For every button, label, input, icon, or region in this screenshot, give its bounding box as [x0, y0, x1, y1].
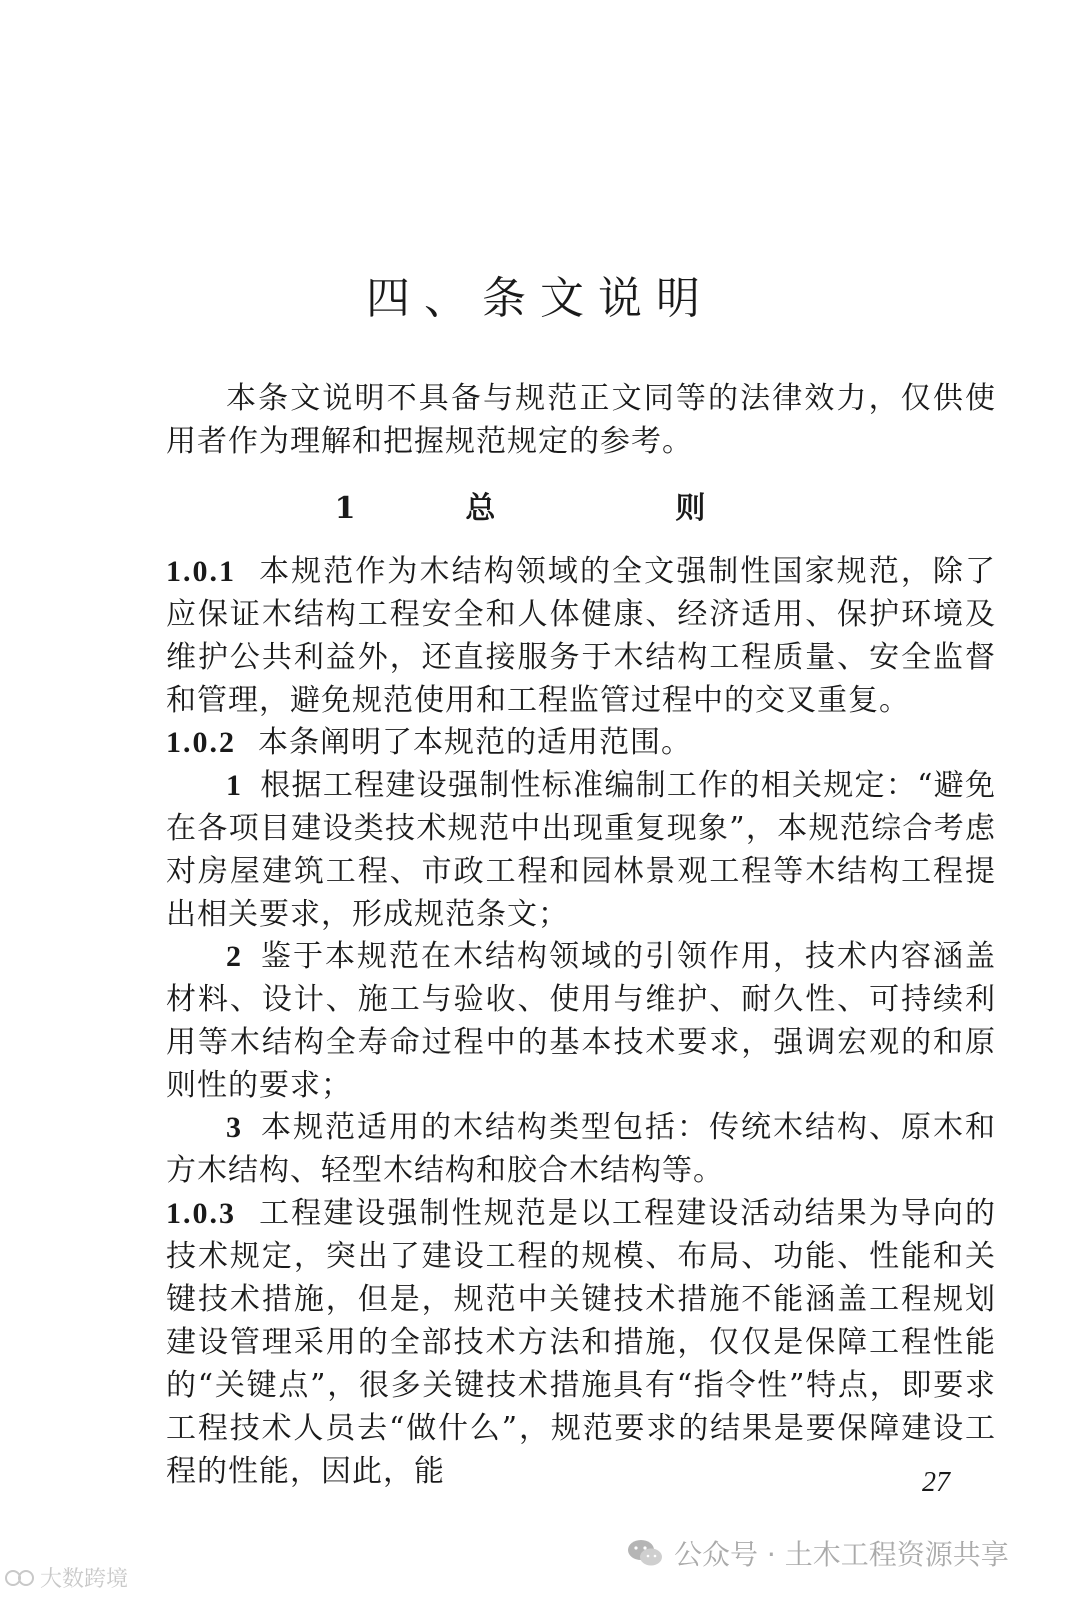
clause-item-3 [166, 1106, 996, 1192]
clause-number: 1.0.2 [166, 726, 236, 759]
clause-number: 1.0.3 [166, 1197, 236, 1230]
clause-1-0-1 [166, 550, 996, 722]
watermark-right-text: 公众号 · 土木工程资源共享 [674, 1538, 1009, 1571]
watermark-left-text: 大数跨境 [40, 1567, 129, 1592]
item-number: 2 [226, 940, 242, 973]
clause-number: 1.0.1 [166, 555, 236, 588]
page-number: 27 [922, 1467, 950, 1498]
clause-item-2 [166, 935, 996, 1107]
page-title: 四、条文说明 [366, 273, 714, 324]
item-text: 鉴于本规范在木结构领域的引领作用，技术内容涵盖材料、设计、施工与验收、使用与维护、耐久性、可持续利用等木结构全寿命过程中的基本技术要求，强调宏观的和原则性的要求； [166, 939, 996, 1103]
intro-paragraph: 本条文说明不具备与规范正文同等的法律效力，仅供使用者作为理解和把握规范规定的参考。 [166, 381, 996, 459]
wechat-icon [626, 1538, 664, 1568]
brand-logo-icon [4, 1567, 38, 1589]
clause-1-0-3 [166, 1192, 996, 1493]
clause-text: 本规范作为木结构领域的全文强制性国家规范，除了应保证木结构工程安全和人体健康、经济适用、保护环境及维护公共利益外，还直接服务于木结构工程质量、安全监督和管理，避免规范使用和工程监管过程中的交叉重复。 [166, 554, 996, 718]
item-text: 根据工程建设强制性标准编制工作的相关规定：“避免在各项目建设类技术规范中出现重复现象”，本规范综合考虑对房屋建筑工程、市政工程和园林景观工程等木结构工程提出相关要求，形成规范条文； [166, 768, 996, 932]
clause-item-1 [166, 764, 996, 936]
clause-text: 工程建设强制性规范是以工程建设活动结果为导向的技术规定，突出了建设工程的规模、布局、功能、性能和关键技术措施，但是，规范中关键技术措施不能涵盖工程规划建设管理采用的全部技术方法和措施，仅仅是保障工程性能的“关键点”，很多关键技术措施具有“指令性”特点，即要求工程技术人员去“做什么”，规范要求的结果是要保障建设工程的性能，因此，能 [166, 1196, 996, 1489]
item-text: 本规范适用的木结构类型包括：传统木结构、原木和方木结构、轻型木结构和胶合木结构等。 [166, 1110, 996, 1188]
item-number: 1 [226, 769, 242, 802]
clause-text: 本条阐明了本规范的适用范围。 [258, 725, 692, 760]
clause-1-0-2 [166, 721, 996, 764]
watermark-left [4, 1562, 128, 1593]
item-number: 3 [226, 1111, 242, 1144]
section-heading: 1 总 则 [334, 491, 746, 526]
watermark-right [626, 1533, 1009, 1573]
